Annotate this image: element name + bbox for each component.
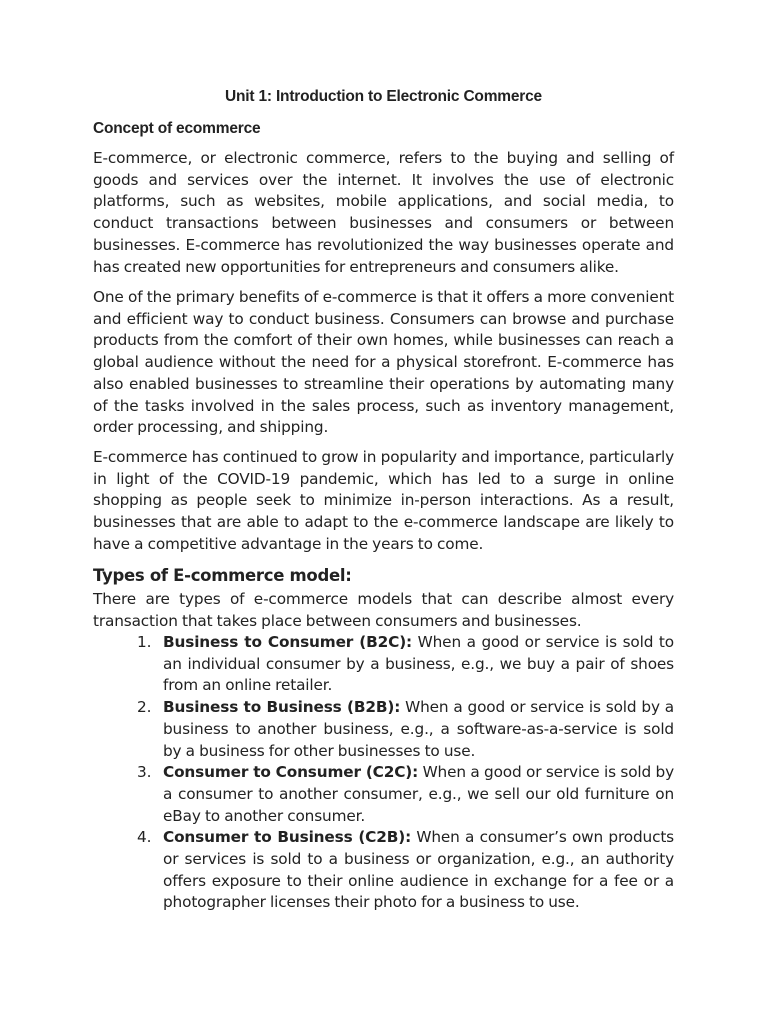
model-name: Business to Consumer (B2C): — [163, 633, 413, 651]
list-item-number: 3. — [137, 763, 152, 782]
paragraph-definition: E-commerce, or electronic commerce, refers to the buying and selling of goods and services over the internet. It involves the use of electronic platforms, such as websites, mobile applications, and social media, to conduct transactions between businesses and consumers or between businesses. E-commerce has revolutionized the way businesses operate and has created new opportunities for entrepreneurs and consumers alike. — [93, 149, 674, 276]
list-item-number: 2. — [137, 698, 152, 717]
model-name: Consumer to Consumer (C2C): — [163, 763, 419, 782]
list-item-number: 1. — [137, 633, 152, 651]
model-name: Business to Business (B2B): — [163, 698, 401, 717]
unit-title: Unit 1: Introduction to Electronic Commerce — [225, 88, 542, 105]
model-description: When a good or service is sold to an individual consumer by a business, e.g., we buy a pair of shoes from an online retailer. — [163, 633, 674, 695]
model-list — [93, 632, 674, 914]
model-name: Consumer to Business (C2B): — [163, 828, 412, 847]
types-intro-paragraph: There are types of e-commerce models that can describe almost every transaction that takes place between consumers and businesses. — [93, 590, 674, 630]
section-heading-types: Types of E-commerce model: — [93, 566, 352, 585]
list-item — [93, 762, 674, 827]
model-description: When a good or service is sold by a consumer to another consumer, e.g., we sell our old furniture on eBay to another consumer. — [163, 763, 674, 825]
list-item-number: 4. — [137, 828, 152, 847]
paragraph-growth: E-commerce has continued to grow in popularity and importance, particularly in light of the COVID-19 pandemic, which has led to a surge in online shopping as people seek to minimize in-person interactions. As a result, businesses that are able to adapt to the e-commerce landscape are likely to have a competitive advantage in the years to come. — [93, 448, 674, 553]
list-item — [93, 697, 674, 762]
model-description: When a consumer’s own products or services is sold to a business or organization, e.g., an authority offers exposure to their online audience in exchange for a fee or a photographer licenses their photo for a business to use. — [163, 828, 674, 912]
section-heading-concept: Concept of ecommerce — [93, 120, 261, 137]
list-item — [93, 827, 674, 914]
model-description: When a good or service is sold by a business to another business, e.g., a software-as-a-service is sold by a business for other businesses to use. — [163, 698, 674, 760]
list-item — [93, 632, 674, 697]
paragraph-benefits: One of the primary benefits of e-commerce is that it offers a more convenient and efficient way to conduct business. Consumers can browse and purchase products from the comfort of their own homes, while businesses can reach a global audience without the need for a physical storefront. E-commerce has also enabled businesses to streamline their operations by automating many of the tasks involved in the sales process, such as inventory management, order processing, and shipping. — [93, 288, 674, 437]
